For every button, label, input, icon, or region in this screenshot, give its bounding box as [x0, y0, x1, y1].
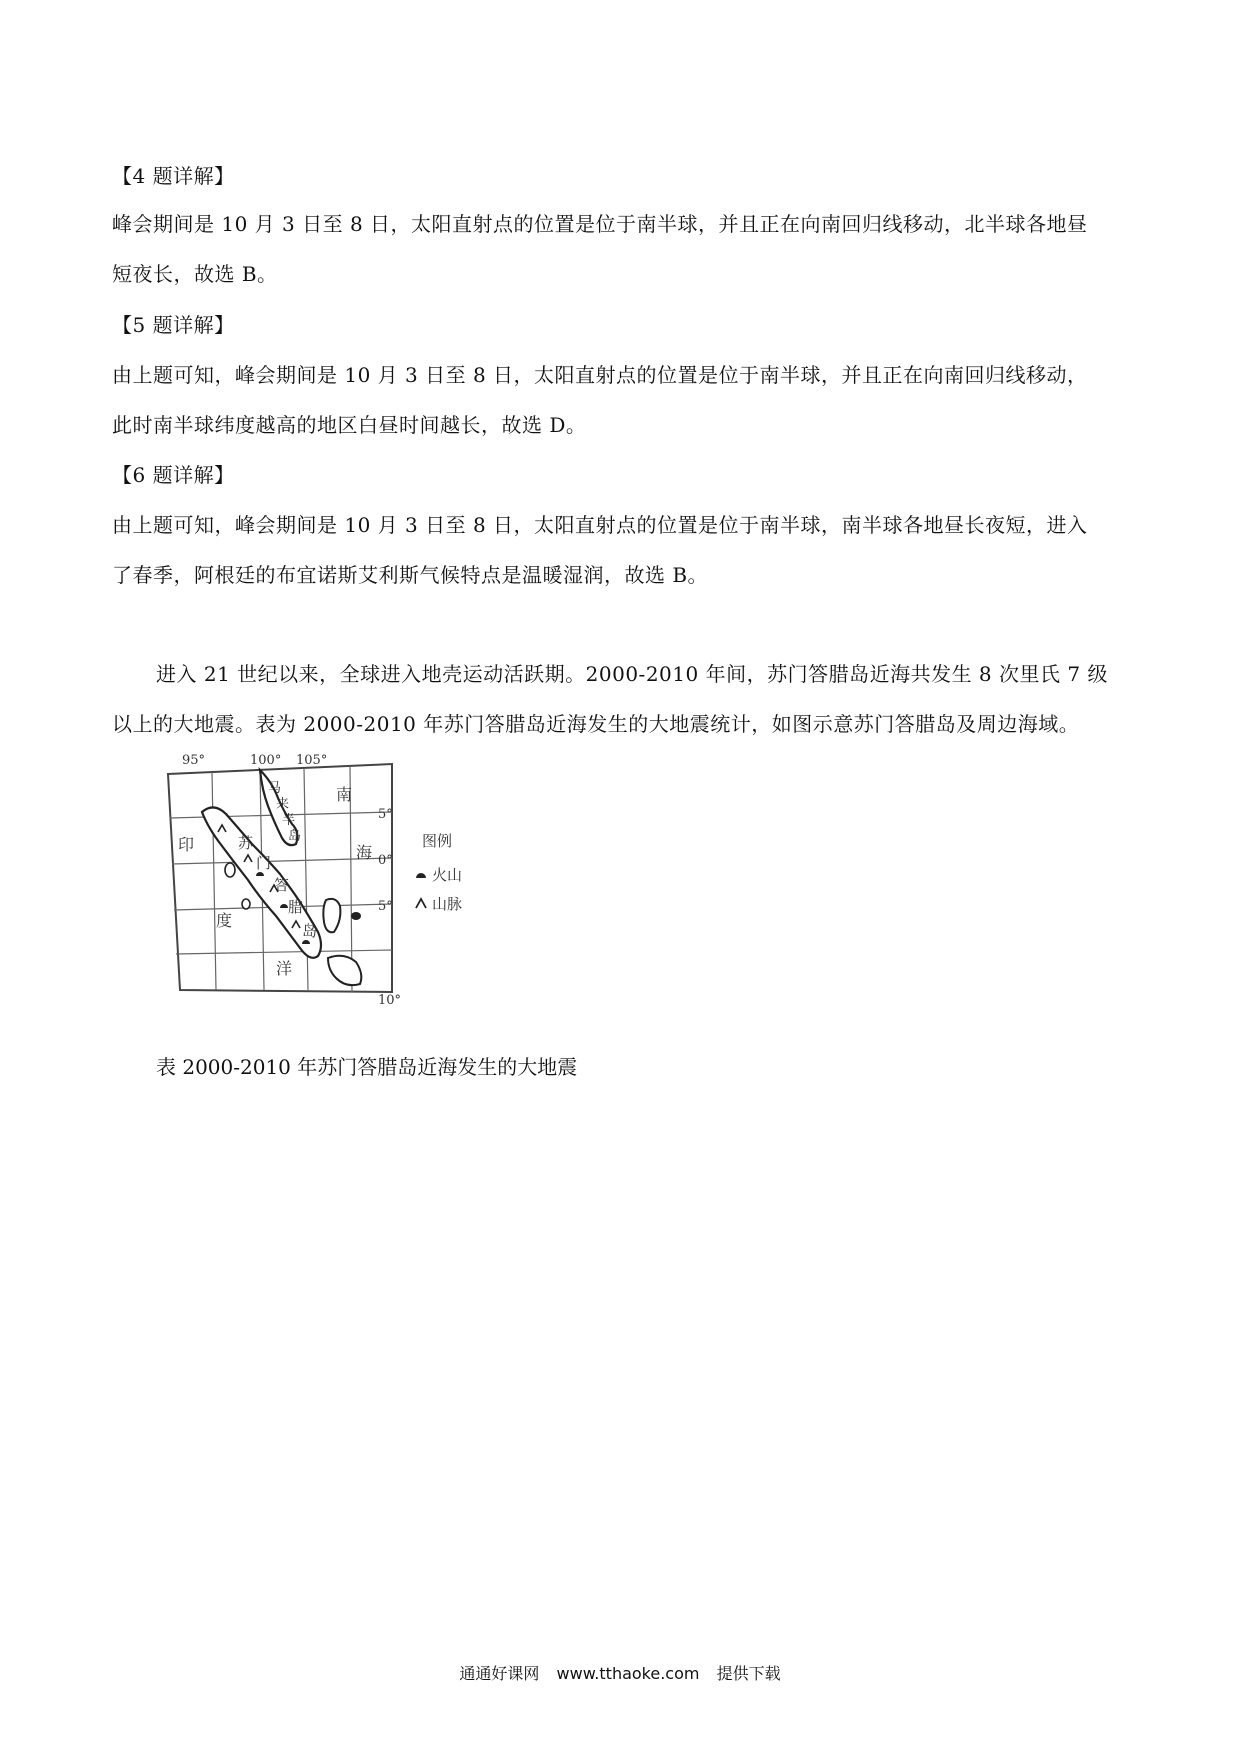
siberut-island [242, 899, 250, 909]
mountain-icon [416, 899, 426, 908]
section-6-line-2: 了春季，阿根廷的布宜诺斯艾利斯气候特点是温暖湿润，故选 B。 [112, 563, 709, 587]
volcano-icon [416, 873, 426, 878]
section-6-line-1: 由上题可知，峰会期间是 10 月 3 日至 8 日，太阳直射点的位置是位于南半球，南半球各地昼长夜短，进入 [112, 513, 1088, 537]
sumatra-label: 腊 [288, 898, 304, 916]
sumatra-label: 岛 [302, 922, 318, 940]
latitude-label: 10° [378, 993, 402, 1008]
sumatra-label: 答 [274, 876, 290, 894]
meridian-line [212, 772, 216, 990]
malay-peninsula-label: 来 [276, 797, 290, 812]
latitude-label: 5° [378, 899, 393, 914]
longitude-label: 95° [182, 753, 206, 768]
section-4-heading: 【4 题详解】 [112, 164, 235, 188]
section-5-line-1: 由上题可知，峰会期间是 10 月 3 日至 8 日，太阳直射点的位置是位于南半球，并且正在向南回归线移动， [112, 363, 1088, 387]
meridian-line [304, 768, 308, 991]
latitude-label: 0° [378, 853, 393, 868]
page-footer [0, 1661, 1240, 1684]
legend-volcano-label: 火山 [432, 866, 463, 884]
malay-peninsula-label: 马 [268, 781, 282, 796]
section-4-line-1: 峰会期间是 10 月 3 日至 8 日，太阳直射点的位置是位于南半球，并且正在向南回归线移动，北半球各地昼 [112, 212, 1088, 236]
bangka-island [323, 899, 340, 932]
belitung-island [351, 912, 361, 920]
sumatra-map [160, 752, 520, 1012]
section-5-heading: 【5 题详解】 [112, 313, 235, 337]
parallel-line [176, 950, 392, 954]
longitude-label: 100° [250, 753, 282, 768]
longitude-label: 105° [296, 753, 328, 768]
section-4-line-2: 短夜长，故选 B。 [112, 262, 278, 286]
legend-title: 图例 [422, 832, 453, 850]
sumatra-label: 门 [256, 854, 272, 872]
south-china-sea-label: 南 [336, 785, 353, 804]
intro-line-1: 进入 21 世纪以来，全球进入地壳运动活跃期。2000-2010 年间，苏门答腊岛近海共发生 8 次里氏 7 级 [156, 662, 1108, 686]
table-caption: 表 2000-2010 年苏门答腊岛近海发生的大地震 [156, 1055, 578, 1079]
latitude-label: 5° [378, 807, 393, 822]
indian-ocean-label: 印 [178, 835, 195, 854]
indian-ocean-label: 洋 [276, 959, 293, 978]
footer-suffix: 提供下载 [716, 1664, 781, 1683]
sumatra-label: 苏 [238, 834, 254, 852]
indian-ocean-label: 度 [216, 911, 233, 930]
section-5-line-2: 此时南半球纬度越高的地区白昼时间越长，故选 D。 [112, 413, 587, 437]
nias-island [225, 863, 235, 877]
south-china-sea-label: 海 [356, 843, 373, 862]
malay-peninsula-label: 岛 [288, 829, 302, 844]
footer-site-name: 通通好课网 [459, 1664, 540, 1683]
java-tip [328, 956, 361, 985]
intro-line-2: 以上的大地震。表为 2000-2010 年苏门答腊岛近海发生的大地震统计，如图示意苏门答腊岛及周边海域。 [112, 712, 1080, 736]
sumatra-map-figure [160, 752, 520, 1012]
footer-url[interactable]: www.tthaoke.com [556, 1664, 700, 1683]
legend-mountain-label: 山脉 [432, 895, 463, 913]
section-6-heading: 【6 题详解】 [112, 463, 235, 487]
malay-peninsula-label: 半 [282, 813, 296, 828]
